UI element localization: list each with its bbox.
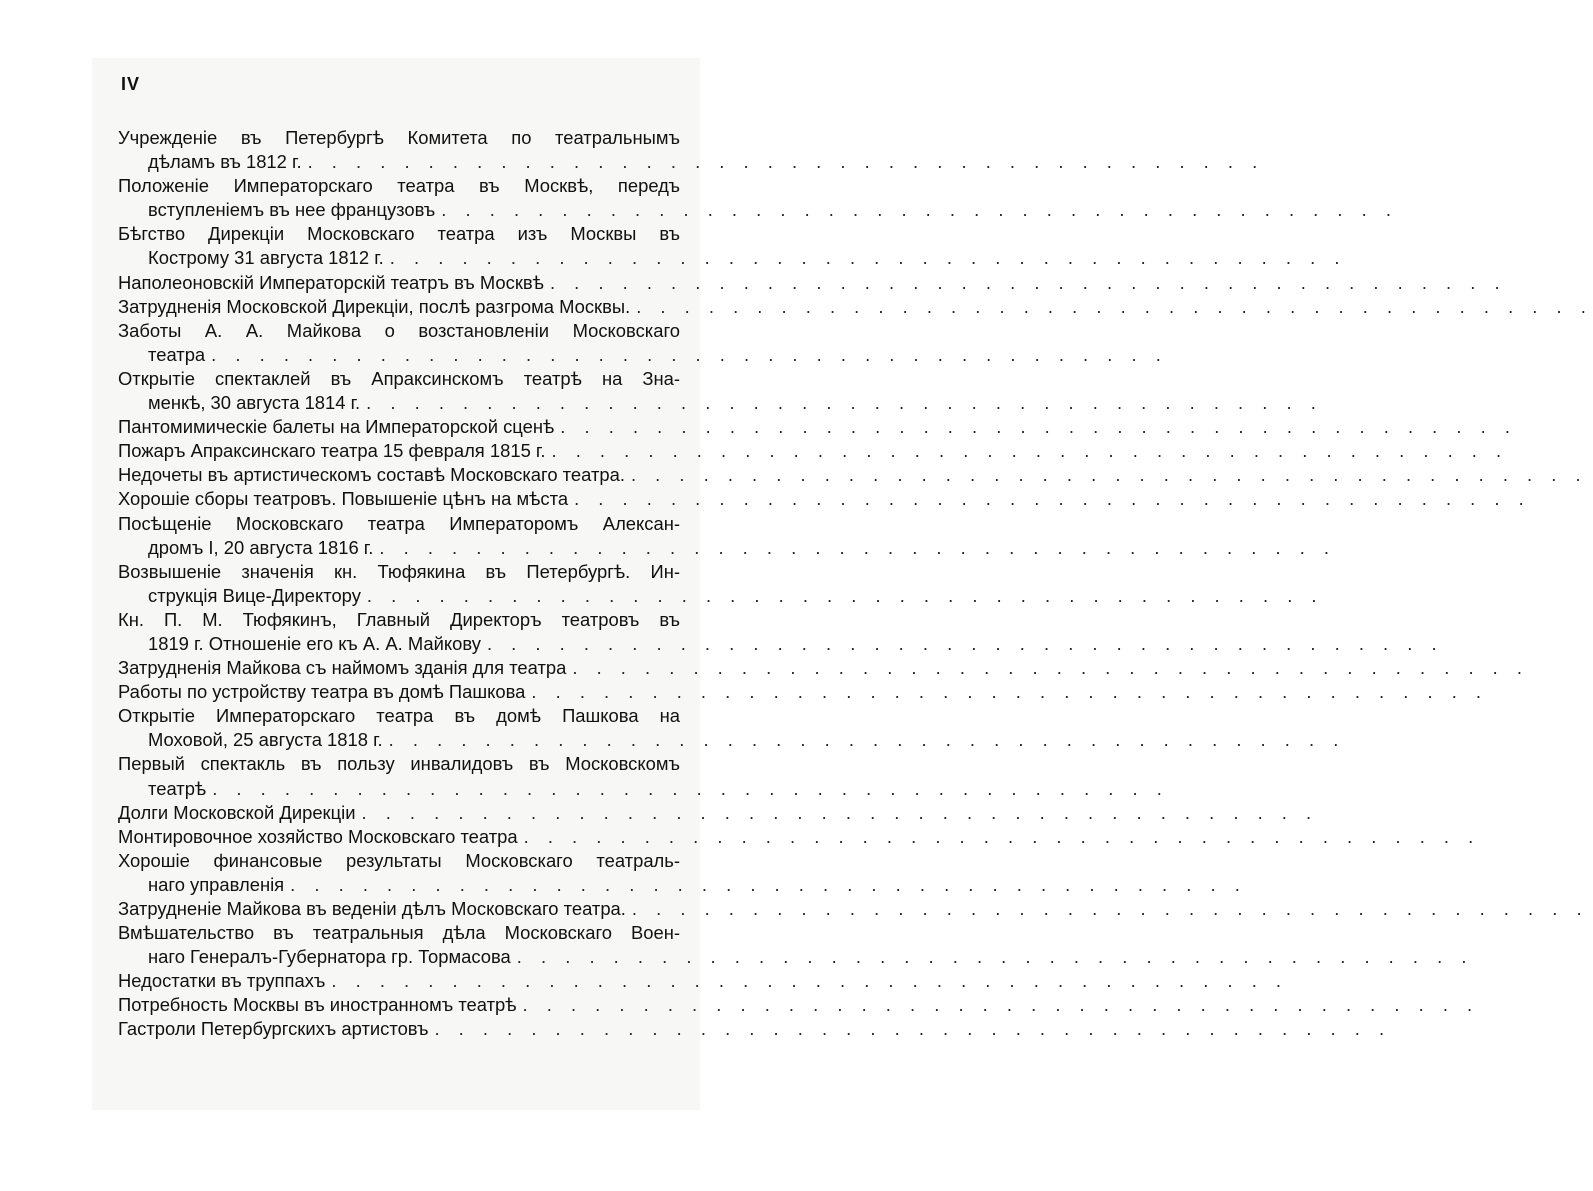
toc-entry — [118, 126, 1265, 174]
toc-entry — [118, 271, 1507, 295]
page-number: IV — [121, 74, 141, 94]
toc-entry — [118, 897, 1589, 921]
dot-leader: . . . . . . . . . . . . . . . . . . . . . . . . . . . . . . . . . . . . . . . . — [486, 632, 1444, 654]
toc-entry — [118, 487, 1531, 511]
dot-leader: . . . . . . . . . . . . . . . . . . . . . . . . . . . . . . . . . . . . . . . . — [331, 970, 1289, 992]
dot-leader: . . . . . . . . . . . . . . . . . . . . . . . . . . . . . . . . . . . . . . . . — [307, 151, 1265, 173]
toc-entry-title-line: Открытіе Императорскаго театра въ домѣ Пашкова на — [118, 705, 680, 727]
toc-entry-title: Затрудненія Майкова съ наймомъ зданія для театра — [118, 657, 567, 679]
toc-entry-continuation — [118, 246, 1347, 270]
toc-entry-title-line: Заботы А. А. Майкова о возстановленіи Московскаго — [118, 319, 680, 341]
toc-entry-title-line — [118, 415, 1517, 439]
toc-entry-title-line: Вмѣшательство въ театральныя дѣла Московскаго Воен- — [118, 922, 680, 944]
toc-entry-continuation-text: Моховой, 25 августа 1818 г. — [148, 729, 383, 751]
dot-leader: . . . . . . . . . . . . . . . . . . . . . . . . . . . . . . . . . . . . . . . . — [290, 873, 1247, 895]
toc-entry-title-line: Посѣщеніе Московскаго театра Императоромъ Алексан- — [118, 512, 680, 534]
toc-entry-continuation — [118, 777, 1169, 801]
toc-entry — [118, 295, 1593, 319]
toc-entry-title: Пожаръ Апраксинскаго театра 15 февраля 1815 г. — [118, 440, 546, 462]
toc-entry-title-line — [118, 463, 1588, 487]
toc-entry-title-line: Положеніе Императорскаго театра въ Москвѣ, передъ — [118, 175, 680, 197]
dot-leader: . . . . . . . . . . . . . . . . . . . . . . . . . . . . . . . . . . . . . . . . — [434, 1018, 1392, 1040]
toc-entry-continuation-text: дромъ I, 20 августа 1816 г. — [148, 536, 374, 558]
dot-leader: . . . . . . . . . . . . . . . . . . . . . . . . . . . . . . . . . . . . . . . . — [389, 247, 1347, 269]
toc-entry-continuation-text: 1819 г. Отношеніе его къ А. А. Майкову — [148, 632, 481, 654]
toc-entry-title: Потребность Москвы въ иностранномъ театрѣ — [118, 994, 517, 1016]
toc-entry-title: Недостатки въ труппахъ — [118, 970, 326, 992]
toc-entry — [118, 463, 1588, 487]
dot-leader: . . . . . . . . . . . . . . . . . . . . . . . . . . . . . . . . . . . . . . . . — [531, 681, 1489, 703]
dot-leader: . . . . . . . . . . . . . . . . . . . . . . . . . . . . . . . . . . . . . . . . — [572, 657, 1529, 679]
toc-entry-title-line — [118, 801, 1319, 825]
toc-entry-title-line — [118, 897, 1589, 921]
toc-entry — [118, 608, 1444, 656]
dot-leader: . . . . . . . . . . . . . . . . . . . . . . . . . . . . . . . . . . . . . . . . — [551, 440, 1509, 462]
toc-entry-title-line: Открытіе спектаклей въ Апраксинскомъ театрѣ на Зна- — [118, 367, 680, 389]
toc-entry-continuation-text: театрѣ — [148, 777, 207, 799]
toc-entry — [118, 367, 1323, 415]
toc-entry — [118, 801, 1319, 825]
toc-entry-title-line: Бѣгство Дирекціи Московскаго театра изъ Москвы въ — [118, 223, 680, 245]
toc-entry-continuation — [118, 343, 1168, 367]
toc-entry-continuation-text: наго Генералъ-Губернатора гр. Тормасова — [148, 946, 511, 968]
dot-leader: . . . . . . . . . . . . . . . . . . . . . . . . . . . . . . . . . . . . . . . . — [366, 584, 1324, 606]
toc-entry-title-line — [118, 1017, 1392, 1041]
dot-leader: . . . . . . . . . . . . . . . . . . . . . . . . . . . . . . . . . . . . . . . . — [366, 392, 1323, 414]
dot-leader: . . . . . . . . . . . . . . . . . . . . . . . . . . . . . . . . . . . . . . . . — [361, 801, 1319, 823]
toc-entry-title: Монтировочное хозяйство Московскаго театра — [118, 825, 518, 847]
toc-entry-title: Работы по устройству театра въ домѣ Пашкова — [118, 681, 526, 703]
toc-entry-title: Недочеты въ артистическомъ составѣ Московскаго театра. — [118, 464, 625, 486]
dot-leader: . . . . . . . . . . . . . . . . . . . . . . . . . . . . . . . . . . . . . . . . — [379, 536, 1337, 558]
toc-entry-title: Пантомимическіе балеты на Императорской сценѣ — [118, 416, 555, 438]
dot-leader: . . . . . . . . . . . . . . . . . . . . . . . . . . . . . . . . . . . . . . . . — [574, 488, 1531, 510]
toc-entry — [118, 825, 1481, 849]
toc-entry-title: Наполеоновскій Императорскій театръ въ Москвѣ — [118, 271, 544, 293]
toc-entry — [118, 560, 1324, 608]
toc-entry-title-line: Учрежденіе въ Петербургѣ Комитета по театральнымъ — [118, 127, 680, 148]
toc-entry — [118, 680, 1489, 704]
toc-entry-title-line — [118, 487, 1531, 511]
toc-entry-title: Затрудненіе Майкова въ веденіи дѣлъ Московскаго театра. — [118, 898, 626, 919]
toc-entry — [118, 319, 1168, 367]
toc-entry-title-line: Первый спектакль въ пользу инвалидовъ въ Московскомъ — [118, 753, 680, 775]
toc-entry-continuation — [118, 873, 1247, 897]
dot-leader: . . . . . . . . . . . . . . . . . . . . . . . . . . . . . . . . . . . . . . . . — [631, 898, 1589, 919]
toc-entry-title: Хорошіе сборы театровъ. Повышеніе цѣнъ на мѣста — [118, 488, 569, 510]
toc-entry-title-line — [118, 439, 1509, 463]
toc-entry-title-line: Хорошіе финансовые результаты Московскаго театраль- — [118, 849, 680, 871]
toc-entry-title-line — [118, 993, 1480, 1017]
toc-entry-continuation — [118, 584, 1324, 608]
toc-entry-title-line — [118, 656, 1529, 680]
toc-entry-title: Гастроли Петербургскихъ артистовъ — [118, 1018, 429, 1040]
toc-entry — [118, 969, 1289, 993]
toc-entry — [118, 439, 1509, 463]
toc-entry-continuation — [118, 632, 1444, 656]
toc-entry-continuation-text: театра — [148, 343, 206, 365]
toc-entry — [118, 849, 1247, 897]
toc-entry-continuation — [118, 536, 1337, 560]
toc-entry-title-line: Кн. П. М. Тюфякинъ, Главный Директоръ театровъ въ — [118, 608, 680, 630]
dot-leader: . . . . . . . . . . . . . . . . . . . . . . . . . . . . . . . . . . . . . . . . — [560, 416, 1517, 438]
dot-leader: . . . . . . . . . . . . . . . . . . . . . . . . . . . . . . . . . . . . . . . . — [441, 199, 1398, 221]
toc-entry — [118, 993, 1480, 1017]
toc-entry-title-line — [118, 825, 1481, 849]
toc-entry-continuation-text: наго управленія — [148, 873, 285, 895]
toc-entry — [118, 415, 1517, 439]
toc-entry — [118, 512, 1337, 560]
toc-entry — [118, 921, 1474, 969]
toc-entry-title-line — [118, 680, 1489, 704]
toc-entry-title-line: Возвышеніе значенія кн. Тюфякина въ Петербургѣ. Ин- — [118, 560, 680, 582]
dot-leader: . . . . . . . . . . . . . . . . . . . . . . . . . . . . . . . . . . . . . . . . — [211, 343, 1168, 365]
toc-entry-continuation-text: Кострому 31 августа 1812 г. — [148, 247, 384, 269]
toc-entry — [118, 656, 1529, 680]
toc-entry-continuation — [118, 945, 1474, 969]
toc-entry — [118, 222, 1347, 270]
toc-entry-continuation — [118, 391, 1323, 415]
toc-entry — [118, 704, 1346, 752]
toc-entry-title: Долги Московской Дирекціи — [118, 801, 356, 823]
dot-leader: . . . . . . . . . . . . . . . . . . . . . . . . . . . . . . . . . . . . . . . . — [523, 825, 1481, 847]
dot-leader: . . . . . . . . . . . . . . . . . . . . . . . . . . . . . . . . . . . . . . . . — [516, 946, 1474, 968]
toc-entry-title: Затрудненія Московской Дирекціи, послѣ разгрома Москвы. — [118, 295, 631, 317]
toc-entry-continuation — [118, 150, 1265, 174]
toc-entry-continuation — [118, 728, 1346, 752]
toc-entry-continuation-text: струкція Вице-Директору — [148, 584, 361, 606]
toc-entry-continuation — [118, 198, 1398, 222]
dot-leader: . . . . . . . . . . . . . . . . . . . . . . . . . . . . . . . . . . . . . . . . — [522, 994, 1480, 1016]
toc-entry — [118, 1017, 1392, 1041]
dot-leader: . . . . . . . . . . . . . . . . . . . . . . . . . . . . . . . . . . . . . . . . — [636, 295, 1593, 317]
toc-entry-title-line — [118, 271, 1507, 295]
toc-entry — [118, 752, 1169, 800]
toc-entry-title-line — [118, 295, 1593, 319]
dot-leader: . . . . . . . . . . . . . . . . . . . . . . . . . . . . . . . . . . . . . . . . — [388, 729, 1346, 751]
table-of-contents — [118, 126, 1593, 1042]
toc-entry-continuation-text: дѣламъ въ 1812 г. — [148, 151, 302, 173]
toc-entry — [118, 174, 1398, 222]
dot-leader: . . . . . . . . . . . . . . . . . . . . . . . . . . . . . . . . . . . . . . . . — [549, 271, 1507, 293]
toc-entry-title-line — [118, 969, 1289, 993]
toc-entry-continuation-text: менкѣ, 30 августа 1814 г. — [148, 392, 361, 414]
dot-leader: . . . . . . . . . . . . . . . . . . . . . . . . . . . . . . . . . . . . . . . . — [630, 464, 1588, 486]
toc-entry-continuation-text: вступленіемъ въ нее французовъ — [148, 199, 436, 221]
dot-leader: . . . . . . . . . . . . . . . . . . . . . . . . . . . . . . . . . . . . . . . . — [212, 777, 1169, 799]
